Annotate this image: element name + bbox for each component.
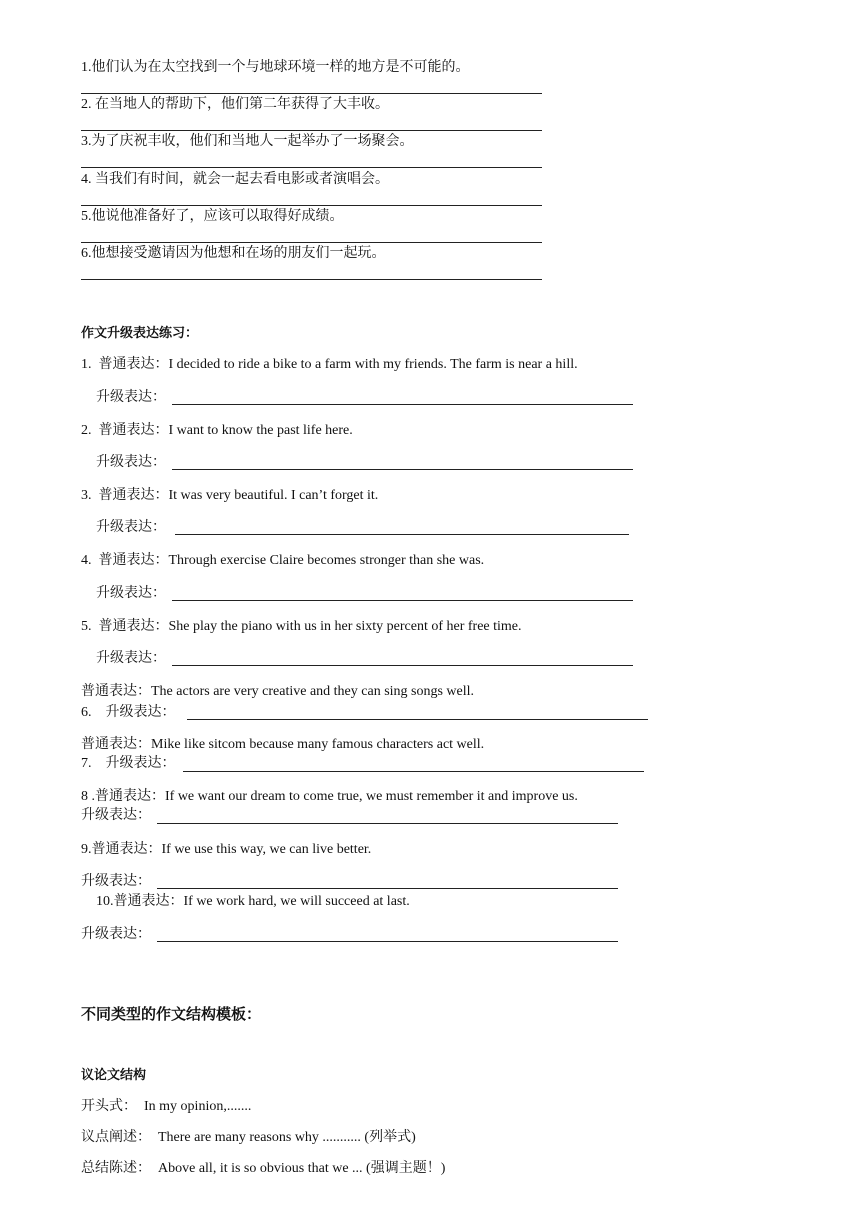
template-section-title: 不同类型的作文结构模板： <box>81 1005 262 1023</box>
answer-line <box>157 888 618 889</box>
upgrade-normal-10: 10.普通表达：If we work hard, we will succeed at last. <box>96 894 410 909</box>
upgrade-normal-2: 2. 普通表达：I want to know the past life here. <box>81 423 353 438</box>
answer-line <box>175 534 629 535</box>
upgrade-label-4: 升级表达： <box>96 586 166 601</box>
translation-item-2: 2. 在当地人的帮助下，他们第二年获得了大丰收。 <box>81 97 389 112</box>
argument-title: 议论文结构 <box>81 1068 147 1083</box>
answer-line <box>172 469 633 470</box>
answer-line <box>187 719 648 720</box>
upgrade-label-6: 6. 升级表达： <box>81 705 176 720</box>
upgrade-normal-3: 3. 普通表达：It was very beautiful. I can’t forget it. <box>81 488 379 503</box>
argument-body: 议点阐述： There are many reasons why ........... (列举式) <box>81 1130 416 1145</box>
argument-opening: 开头式： In my opinion,....... <box>81 1099 252 1114</box>
upgrade-normal-4: 4. 普通表达：Through exercise Claire becomes stronger than she was. <box>81 553 485 568</box>
answer-line <box>81 130 542 131</box>
translation-item-5: 5.他说他准备好了，应该可以取得好成绩。 <box>81 209 344 224</box>
upgrade-label-10: 升级表达： <box>81 927 151 942</box>
answer-line <box>81 93 542 94</box>
answer-line <box>81 167 542 168</box>
translation-item-6: 6.他想接受邀请因为他想和在场的朋友们一起玩。 <box>81 246 386 261</box>
upgrade-label-5: 升级表达： <box>96 651 166 666</box>
answer-line <box>172 600 633 601</box>
upgrade-normal-8: 8 .普通表达：If we want our dream to come true, we must remember it and improve us. <box>81 789 578 804</box>
upgrade-label-2: 升级表达： <box>96 455 166 470</box>
upgrade-section-title: 作文升级表达练习： <box>81 326 199 341</box>
answer-line <box>81 242 542 243</box>
answer-line <box>157 941 618 942</box>
upgrade-label-7: 7. 升级表达： <box>81 756 176 771</box>
answer-line <box>183 771 644 772</box>
argument-conclusion: 总结陈述： Above all, it is so obvious that we ... (强调主题！) <box>81 1161 446 1176</box>
upgrade-normal-6: 普通表达：The actors are very creative and they can sing songs well. <box>81 684 475 699</box>
upgrade-normal-7: 普通表达：Mike like sitcom because many famous characters act well. <box>81 737 485 752</box>
answer-line <box>157 823 618 824</box>
answer-line <box>172 404 633 405</box>
upgrade-normal-9: 9.普通表达：If we use this way, we can live better. <box>81 842 372 857</box>
upgrade-normal-1: 1. 普通表达：I decided to ride a bike to a farm with my friends. The farm is near a hill. <box>81 357 578 372</box>
upgrade-label-3: 升级表达： <box>96 520 166 535</box>
upgrade-label-8: 升级表达： <box>81 808 151 823</box>
upgrade-label-1: 升级表达： <box>96 390 166 405</box>
translation-item-3: 3.为了庆祝丰收，他们和当地人一起举办了一场聚会。 <box>81 134 414 149</box>
translation-item-1: 1.他们认为在太空找到一个与地球环境一样的地方是不可能的。 <box>81 60 470 75</box>
translation-item-4: 4. 当我们有时间，就会一起去看电影或者演唱会。 <box>81 172 389 187</box>
upgrade-normal-5: 5. 普通表达：She play the piano with us in her sixty percent of her free time. <box>81 619 522 634</box>
upgrade-label-9: 升级表达： <box>81 874 151 889</box>
answer-line <box>81 205 542 206</box>
answer-line <box>172 665 633 666</box>
answer-line <box>81 279 542 280</box>
